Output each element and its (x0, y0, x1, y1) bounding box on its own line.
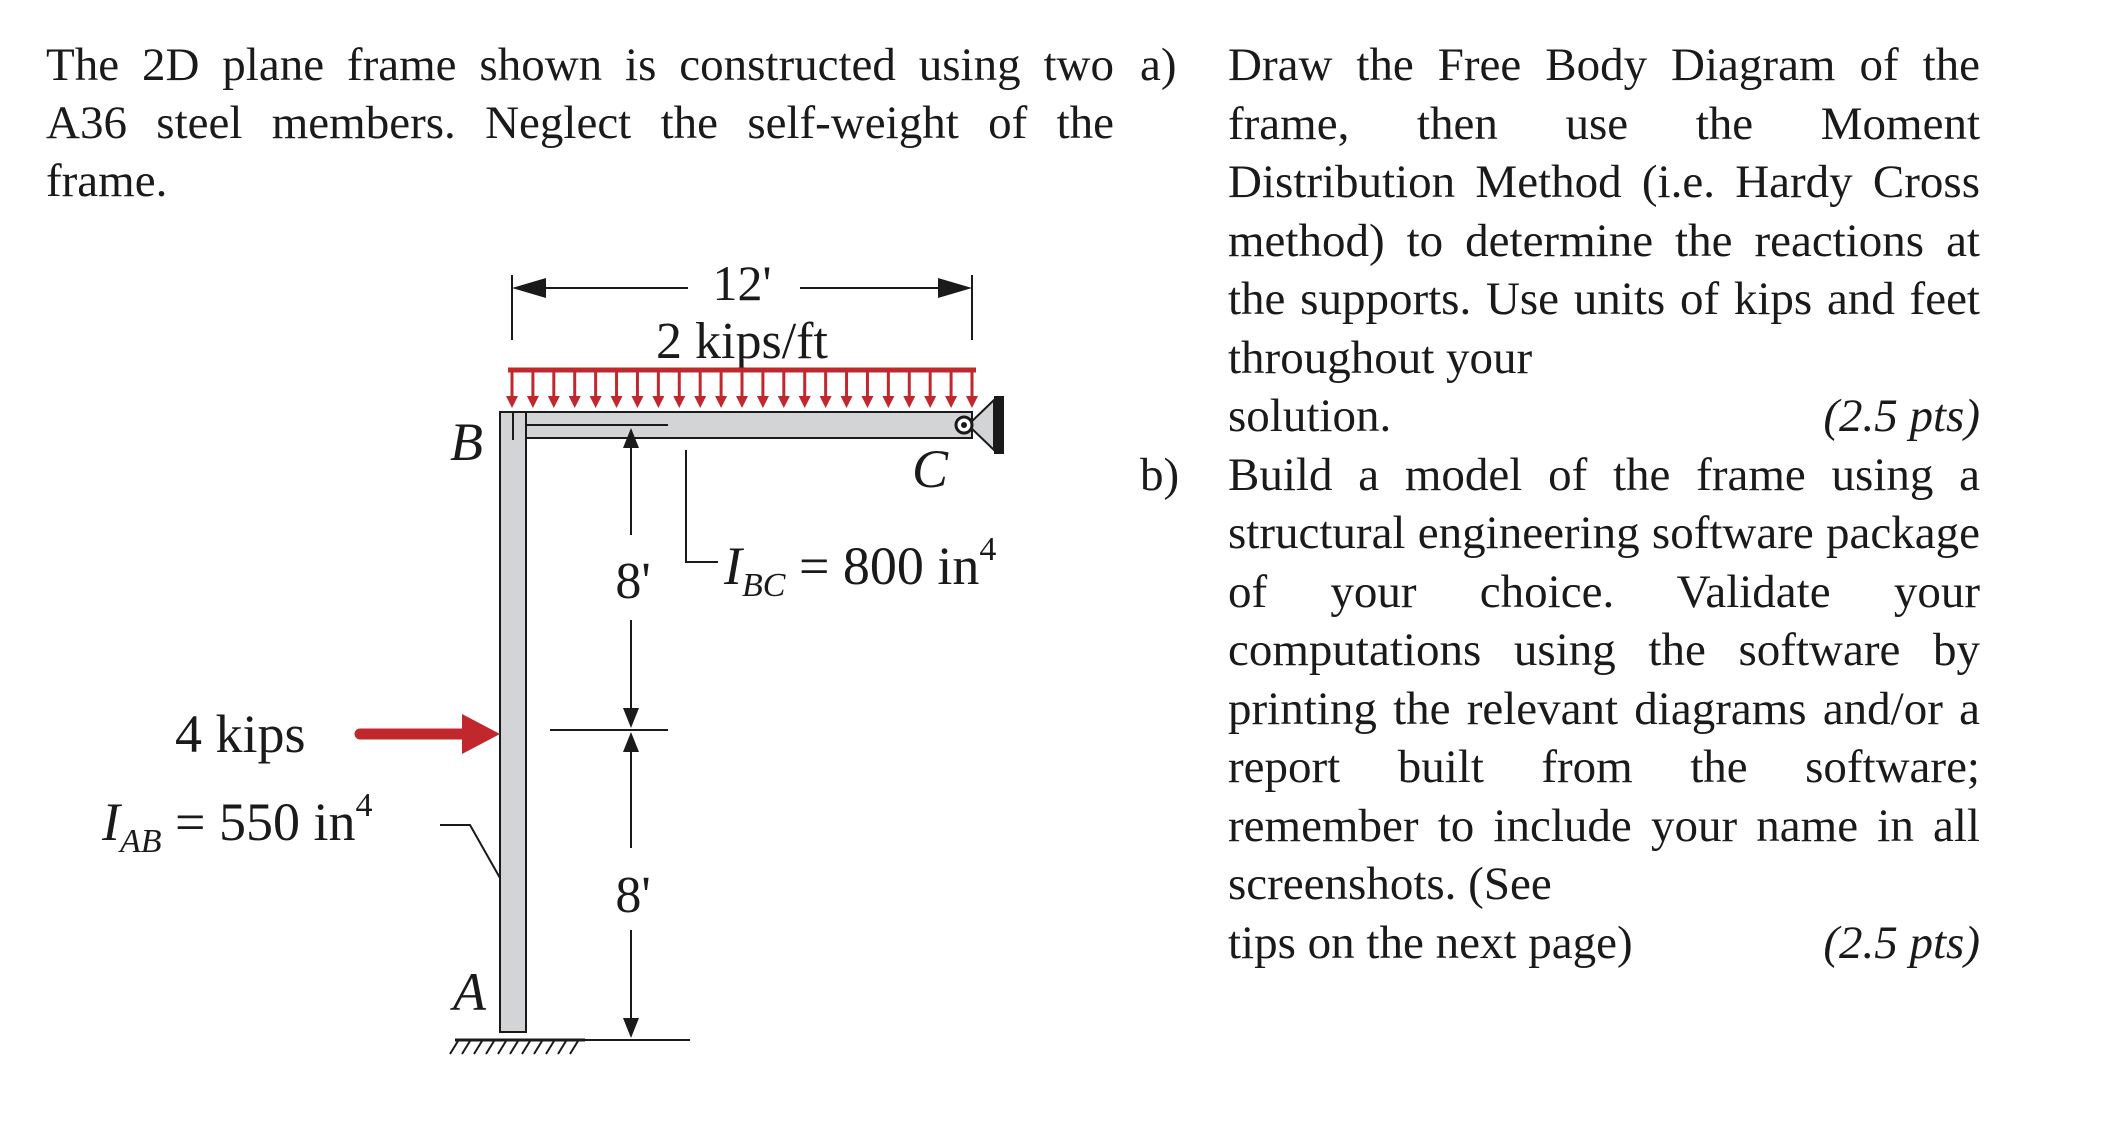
height-dimensions (550, 428, 690, 1040)
distributed-load-arrow (903, 370, 915, 408)
upper-height-label: 8' (615, 553, 651, 610)
i-bc-value: = 800 in (785, 536, 980, 596)
support-hatch-line (474, 1041, 482, 1054)
i-ab-exponent: 4 (355, 787, 373, 824)
question-letter: b) (1140, 448, 1180, 501)
distributed-load-label: 2 kips/ft (656, 313, 828, 370)
points-label: (2.5 pts) (1823, 916, 1980, 969)
question-letter: a) (1140, 39, 1177, 91)
points-label: (2.5 pts) (1823, 390, 1980, 442)
distributed-load-arrow (569, 370, 581, 408)
i-ab-symbol: I (102, 792, 120, 852)
distributed-load-arrow (694, 370, 706, 408)
i-bc-annotation (686, 450, 996, 604)
i-bc-symbol: I (724, 536, 742, 596)
distributed-load-arrow (841, 370, 853, 408)
fixed-support-a (450, 1040, 585, 1054)
i-ab-subscript: AB (119, 823, 162, 860)
support-hatch-line (450, 1041, 458, 1054)
question-tail: solution. (1228, 390, 1392, 442)
distributed-load-arrow (820, 370, 832, 408)
support-hatch-line (558, 1041, 566, 1054)
node-label-b: B (450, 412, 483, 472)
support-hatch-line (546, 1041, 554, 1054)
support-hatch-line (522, 1041, 530, 1054)
distributed-load (506, 370, 978, 408)
i-ab-label (101, 787, 373, 860)
distributed-load-arrow (611, 370, 623, 408)
i-ab-annotation (101, 787, 500, 878)
support-hatch-line (486, 1041, 494, 1054)
distributed-load-arrow (966, 370, 978, 408)
i-bc-subscript: BC (741, 567, 786, 604)
i-bc-label (723, 531, 996, 604)
distributed-load-arrow (715, 370, 727, 408)
support-hatch-line (498, 1041, 506, 1054)
support-hatch-line (534, 1041, 542, 1054)
distributed-load-arrow (673, 370, 685, 408)
node-label-a: A (453, 962, 486, 1022)
support-hatch-line (570, 1041, 578, 1054)
point-load-label: 4 kips (175, 704, 306, 764)
distributed-load-arrow (924, 370, 936, 408)
node-label-c: C (912, 439, 949, 499)
distributed-load-arrow (527, 370, 539, 408)
distributed-load-arrow (736, 370, 748, 408)
distributed-load-arrow (757, 370, 769, 408)
question-text: Draw the Free Body Diagram of the frame, then use the Moment Distribution Method (i.e. Hardy Cross method) to determine the reactions at the supports. Use units of kips and feet throughout your (1228, 39, 1980, 384)
distributed-load-arrow (799, 370, 811, 408)
i-bc-exponent: 4 (979, 531, 997, 568)
distributed-load-arrow (548, 370, 560, 408)
point-load (175, 704, 500, 764)
support-hatch-line (462, 1041, 470, 1054)
distributed-load-arrow (861, 370, 873, 408)
distributed-load-arrow (631, 370, 643, 408)
distributed-load-arrow (590, 370, 602, 408)
span-label: 12' (712, 255, 772, 311)
distributed-load-arrow (882, 370, 894, 408)
problem-statement: The 2D plane frame shown is constructed using two A36 steel members. Neglect the self-weight of the frame. (46, 39, 1114, 207)
question-text: Build a model of the frame using a structural engineering software package of your choice. Validate your computations using the software by printing the relevant diagrams and/or a report built from the software; remember to include your name in all screenshots. (See (1228, 448, 1980, 910)
lower-height-label: 8' (615, 867, 651, 924)
support-hatch-line (510, 1041, 518, 1054)
distributed-load-arrow (778, 370, 790, 408)
distributed-load-arrow (506, 370, 518, 408)
question-tail: tips on the next page) (1228, 916, 1633, 969)
distributed-load-arrow (945, 370, 957, 408)
distributed-load-arrow (652, 370, 664, 408)
pin-support-c (956, 396, 1004, 454)
i-ab-value: = 550 in (161, 792, 356, 852)
column-ab (500, 412, 526, 1032)
